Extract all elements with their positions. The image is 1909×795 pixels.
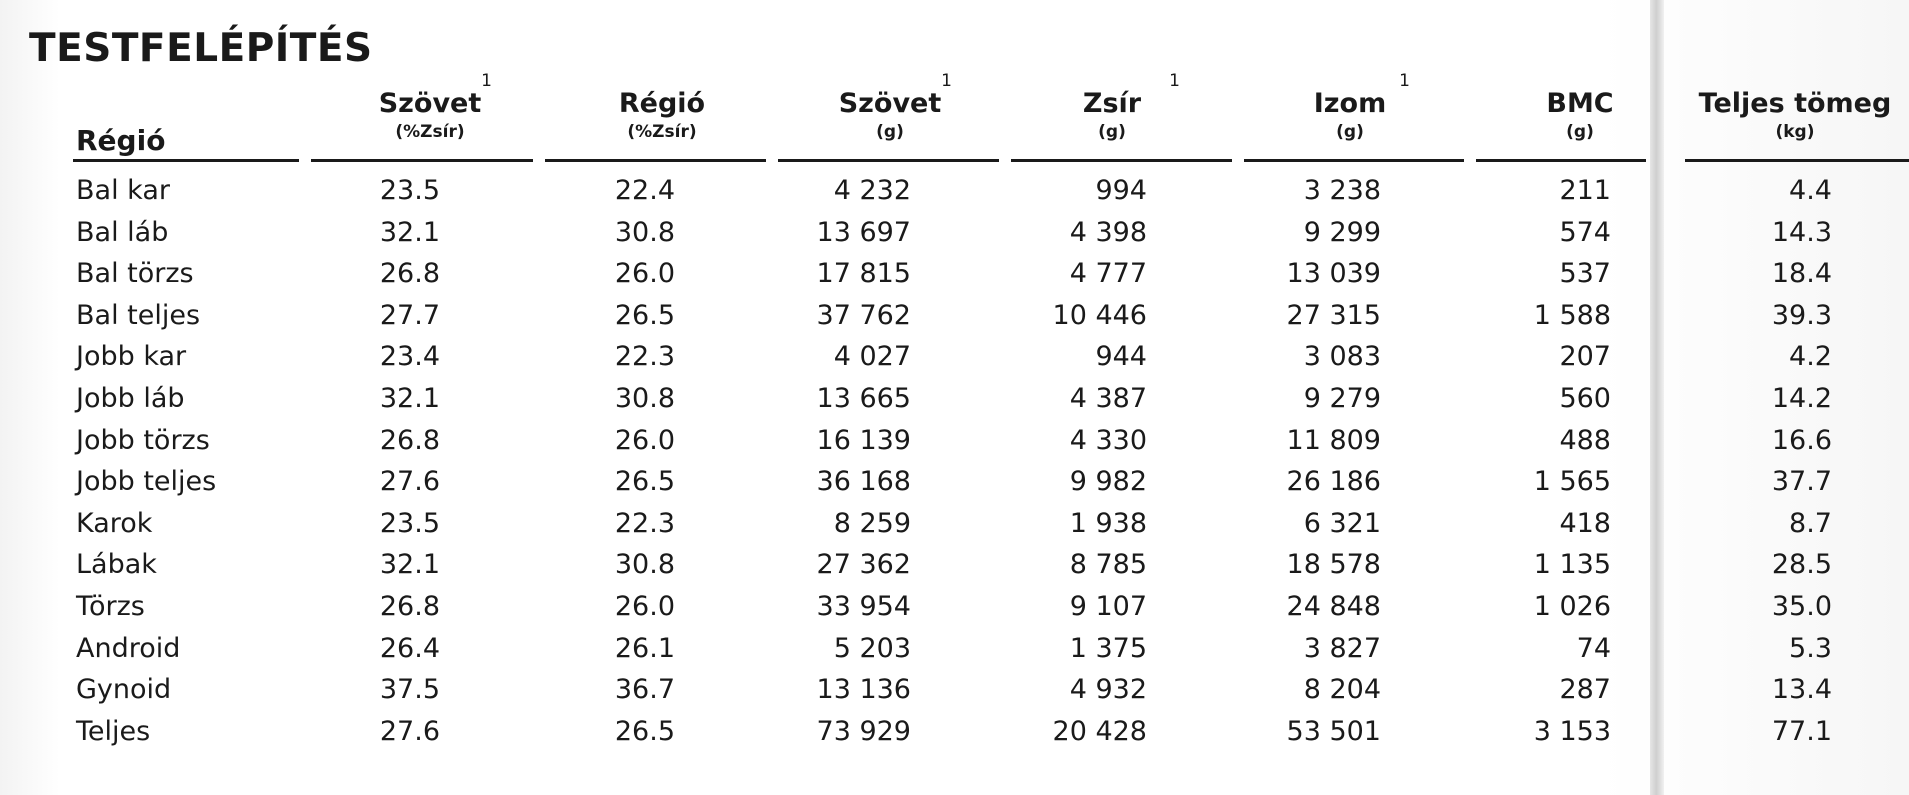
table-cell: 4.2 (1789, 341, 1832, 372)
table-cell: 4 398 (1069, 217, 1147, 248)
footnote-marker: 1 (481, 71, 492, 91)
col-header-name: Teljes tömeg (1698, 88, 1892, 119)
col-header-name: Szövet (838, 88, 942, 119)
row-region-label: Teljes (76, 716, 151, 747)
table-cell: 23.5 (379, 175, 440, 206)
table-cell: 30.8 (614, 383, 675, 414)
table-cell: 1 375 (1069, 633, 1147, 664)
table-cell: 17 815 (816, 258, 911, 289)
table-cell: 27.6 (379, 716, 440, 747)
table-cell: 27 315 (1286, 300, 1381, 331)
table-cell: 1 938 (1069, 508, 1147, 539)
col-header-total-mass (1682, 88, 1908, 144)
table-cell: 3 238 (1303, 175, 1381, 206)
table-cell: 13 039 (1286, 258, 1381, 289)
col-header-name: Szövet (378, 88, 482, 119)
table-cell: 8 204 (1303, 674, 1381, 705)
header-rule (1244, 159, 1464, 162)
row-region-label: Jobb teljes (76, 466, 217, 497)
table-cell: 9 299 (1303, 217, 1381, 248)
col-header-unit: (%Zsír) (395, 122, 465, 142)
col-header-unit: (g) (1336, 122, 1364, 142)
col-header-name: BMC (1546, 88, 1614, 119)
col-header-fat-g (1012, 71, 1212, 144)
table-cell: 488 (1559, 425, 1611, 456)
table-cell: 1 026 (1533, 591, 1611, 622)
col-header-lean-g (1250, 71, 1450, 144)
table-cell: 37.5 (379, 674, 440, 705)
table-cell: 27.6 (379, 466, 440, 497)
table-cell: 26.0 (614, 591, 675, 622)
table-cell: 18.4 (1771, 258, 1832, 289)
table-cell: 8 259 (833, 508, 911, 539)
table-cell: 36.7 (614, 674, 675, 705)
table-cell: 5.3 (1789, 633, 1832, 664)
table-cell: 13 697 (816, 217, 911, 248)
table-cell: 287 (1559, 674, 1611, 705)
table-cell: 37.7 (1771, 466, 1832, 497)
table-cell: 30.8 (614, 549, 675, 580)
table-cell: 207 (1559, 341, 1611, 372)
table-cell: 4 330 (1069, 425, 1147, 456)
col-header-bmc (1480, 88, 1680, 144)
col-header-tissue-g (790, 71, 990, 144)
table-cell: 14.2 (1771, 383, 1832, 414)
col-header-unit: (kg) (1775, 122, 1815, 142)
table-cell: 3 827 (1303, 633, 1381, 664)
table-cell: 26.0 (614, 258, 675, 289)
table-cell: 560 (1559, 383, 1611, 414)
col-header-name: Izom (1313, 88, 1387, 119)
table-cell: 73 929 (816, 716, 911, 747)
row-region-label: Karok (76, 508, 153, 539)
table-cell: 944 (1095, 341, 1147, 372)
table-cell: 4 777 (1069, 258, 1147, 289)
col-header-name: Régió (618, 88, 706, 119)
table-cell: 13.4 (1771, 674, 1832, 705)
table-cell: 9 279 (1303, 383, 1381, 414)
row-region-label: Lábak (76, 549, 157, 580)
row-region-label: Jobb láb (76, 383, 185, 414)
table-cell: 26.0 (614, 425, 675, 456)
table-cell: 14.3 (1771, 217, 1832, 248)
table-cell: 11 809 (1286, 425, 1381, 456)
table-cell: 32.1 (379, 549, 440, 580)
header-rule (778, 159, 999, 162)
table-cell: 994 (1095, 175, 1147, 206)
table-cell: 32.1 (379, 383, 440, 414)
table-cell: 13 136 (816, 674, 911, 705)
table-cell: 26.5 (614, 300, 675, 331)
table-cell: 5 203 (833, 633, 911, 664)
row-region-label: Bal teljes (76, 300, 201, 331)
col-header-unit: (%Zsír) (627, 122, 697, 142)
header-rule (1476, 159, 1646, 162)
table-cell: 33 954 (816, 591, 911, 622)
table-cell: 22.3 (614, 508, 675, 539)
row-region-label: Bal törzs (76, 258, 194, 289)
table-cell: 36 168 (816, 466, 911, 497)
table-cell: 26.8 (379, 258, 440, 289)
table-cell: 35.0 (1771, 591, 1832, 622)
table-cell: 8.7 (1789, 508, 1832, 539)
table-cell: 23.4 (379, 341, 440, 372)
row-region-label: Jobb kar (76, 341, 187, 372)
table-cell: 26.8 (379, 591, 440, 622)
table-cell: 26.5 (614, 466, 675, 497)
col-header-name: Zsír (1082, 88, 1142, 119)
table-cell: 418 (1559, 508, 1611, 539)
table-cell: 3 083 (1303, 341, 1381, 372)
table-cell: 10 446 (1052, 300, 1147, 331)
table-cell: 13 665 (816, 383, 911, 414)
col-header-unit: (g) (1566, 122, 1594, 142)
header-rule (545, 159, 766, 162)
table-cell: 23.5 (379, 508, 440, 539)
col-header-unit: (g) (876, 122, 904, 142)
col-header-tissue-pct (330, 71, 530, 144)
table-cell: 28.5 (1771, 549, 1832, 580)
table-cell: 9 107 (1069, 591, 1147, 622)
table-cell: 26.1 (614, 633, 675, 664)
table-cell: 9 982 (1069, 466, 1147, 497)
table-cell: 74 (1576, 633, 1611, 664)
table-cell: 1 135 (1533, 549, 1611, 580)
footnote-marker: 1 (1169, 71, 1180, 91)
table-cell: 1 565 (1533, 466, 1611, 497)
table-cell: 1 588 (1533, 300, 1611, 331)
table-cell: 574 (1559, 217, 1611, 248)
row-region-label: Gynoid (76, 674, 172, 705)
table-cell: 20 428 (1052, 716, 1147, 747)
table-cell: 16.6 (1771, 425, 1832, 456)
table-cell: 32.1 (379, 217, 440, 248)
header-rule (311, 159, 533, 162)
row-region-label: Bal kar (76, 175, 170, 206)
table-cell: 53 501 (1286, 716, 1381, 747)
table-cell: 39.3 (1771, 300, 1832, 331)
row-region-label: Jobb törzs (76, 425, 210, 456)
table-cell: 3 153 (1533, 716, 1611, 747)
footnote-marker: 1 (1399, 71, 1410, 91)
table-cell: 4 232 (833, 175, 911, 206)
table-cell: 22.3 (614, 341, 675, 372)
col-header-region: Régió (76, 124, 166, 157)
col-header-unit: (g) (1098, 122, 1126, 142)
table-cell: 211 (1559, 175, 1611, 206)
table-cell: 30.8 (614, 217, 675, 248)
table-cell: 26.8 (379, 425, 440, 456)
table-cell: 27.7 (379, 300, 440, 331)
table-cell: 37 762 (816, 300, 911, 331)
table-cell: 77.1 (1771, 716, 1832, 747)
table-cell: 8 785 (1069, 549, 1147, 580)
table-cell: 26 186 (1286, 466, 1381, 497)
header-rule (1011, 159, 1232, 162)
table-cell: 4 387 (1069, 383, 1147, 414)
col-header-region-pct (562, 88, 762, 144)
table-cell: 22.4 (614, 175, 675, 206)
table-cell: 27 362 (816, 549, 911, 580)
table-cell: 4 932 (1069, 674, 1147, 705)
footnote-marker: 1 (941, 71, 952, 91)
row-region-label: Android (76, 633, 181, 664)
table-cell: 18 578 (1286, 549, 1381, 580)
row-region-label: Bal láb (76, 217, 169, 248)
table-cell: 537 (1559, 258, 1611, 289)
header-rule (73, 159, 299, 162)
table-cell: 6 321 (1303, 508, 1381, 539)
table-cell: 26.4 (379, 633, 440, 664)
table-cell: 24 848 (1286, 591, 1381, 622)
report-title: TESTFELÉPÍTÉS (29, 26, 373, 71)
table-cell: 4.4 (1789, 175, 1832, 206)
row-region-label: Törzs (76, 591, 145, 622)
table-cell: 16 139 (816, 425, 911, 456)
table-cell: 26.5 (614, 716, 675, 747)
header-rule (1685, 159, 1909, 162)
table-cell: 4 027 (833, 341, 911, 372)
